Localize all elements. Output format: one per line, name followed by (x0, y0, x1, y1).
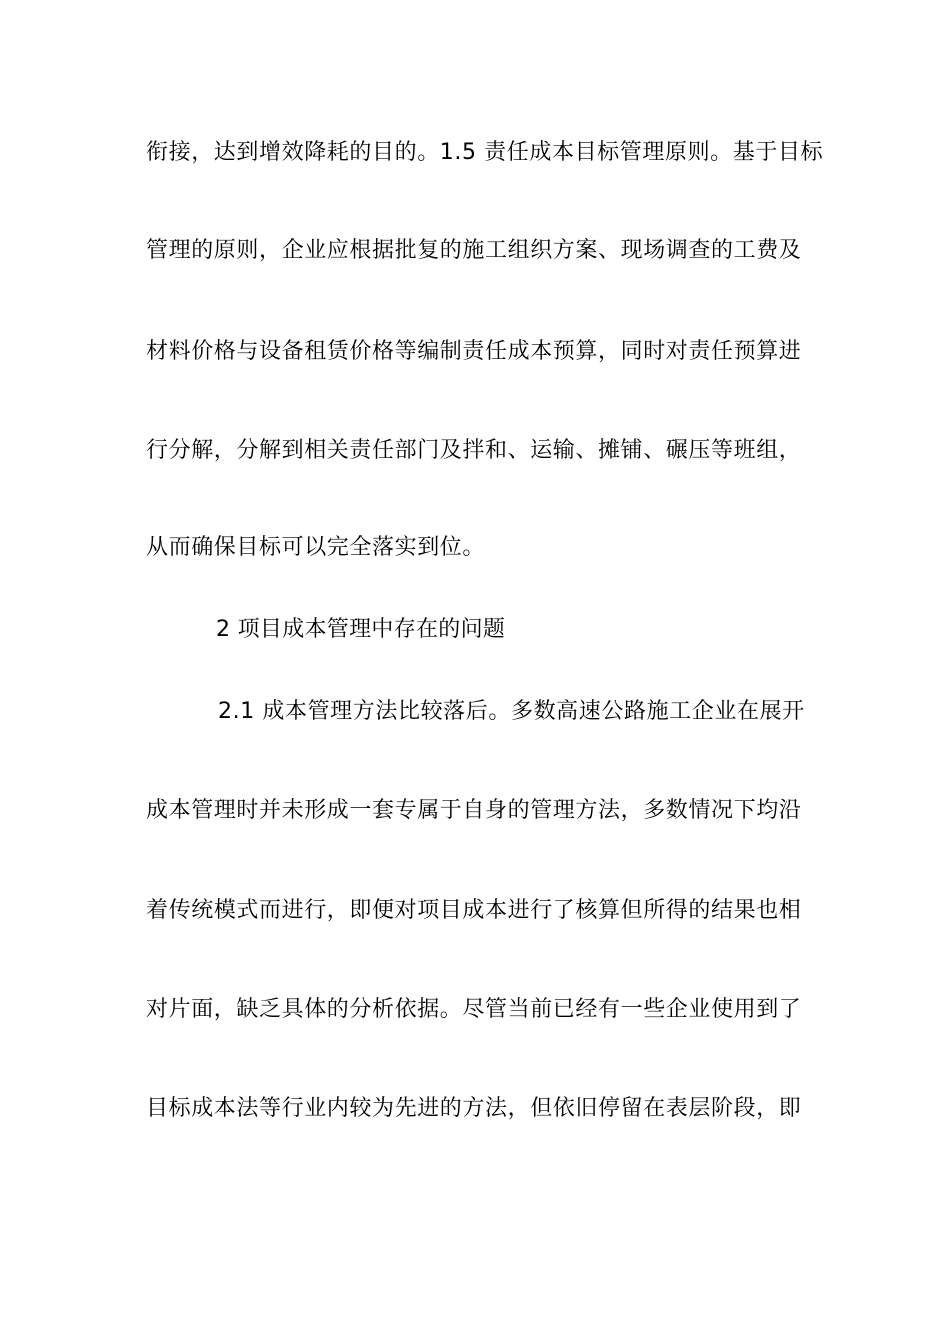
paragraph-line-2: 管理的原则，企业应根据批复的施工组织方案、现场调查的工费及 (146, 238, 802, 263)
section-paragraph-line-1: 2.1 成本管理方法比较落后。多数高速公路施工企业在展开 (218, 699, 805, 724)
paragraph-line-3: 材料价格与设备租赁价格等编制责任成本预算，同时对责任预算进 (146, 339, 802, 364)
section-paragraph-line-2: 成本管理时并未形成一套专属于自身的管理方法，多数情况下均沿 (146, 798, 802, 823)
section-paragraph-line-3: 着传统模式而进行，即便对项目成本进行了核算但所得的结果也相 (146, 898, 802, 923)
section-heading: 2 项目成本管理中存在的问题 (216, 617, 506, 642)
section-paragraph-line-4: 对片面，缺乏具体的分析依据。尽管当前已经有一些企业使用到了 (146, 997, 802, 1022)
section-paragraph-line-5: 目标成本法等行业内较为先进的方法，但依旧停留在表层阶段，即 (146, 1096, 802, 1121)
paragraph-line-4: 行分解，分解到相关责任部门及拌和、运输、摊铺、碾压等班组， (146, 438, 802, 463)
paragraph-line-1: 衔接，达到增效降耗的目的。1.5 责任成本目标管理原则。基于目标 (146, 140, 824, 165)
paragraph-line-5: 从而确保目标可以完全落实到位。 (146, 535, 486, 560)
